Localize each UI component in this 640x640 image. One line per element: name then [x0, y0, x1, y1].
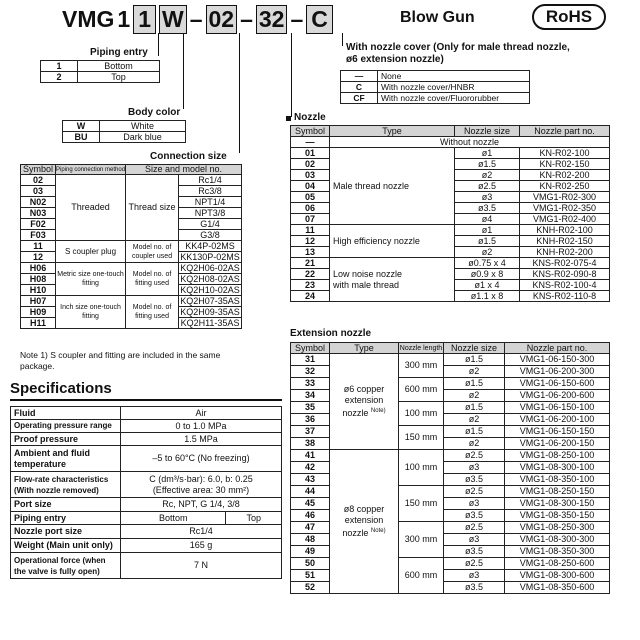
table-row: 47 300 mm ø2.5 VMG1-08-250-300	[291, 522, 610, 534]
model-series: 1	[117, 5, 131, 32]
table-row: Port size Rc, NPT, G 1/4, 3/8	[11, 498, 282, 512]
table-row: 49 ø3.5 VMG1-08-350-300	[291, 546, 610, 558]
product-name: Blow Gun	[400, 9, 475, 26]
table-row: 07 ø4 VMG1-R02-400	[291, 214, 610, 225]
table-row: H06 Metric size one-touch fitting Model no. of fitting used KQ2H06-02AS	[21, 263, 242, 274]
code-connection: 02	[206, 5, 238, 34]
table-row: 41 ø8 copper extension nozzle $^{Note)}$ 100 mm ø2.5 VMG1-08-250-100	[291, 450, 610, 462]
table-row: 01 Male thread nozzle ø1 KN-R02-100	[291, 148, 610, 159]
table-row: 24 ø1.1 x 8 KNS-R02-110-8	[291, 291, 610, 302]
nozzle-cover-table	[340, 70, 530, 104]
table-row: 46 ø3.5 VMG1-08-350-150	[291, 510, 610, 522]
table-row: 44 150 mm ø2.5 VMG1-08-250-150	[291, 486, 610, 498]
connection-size-heading: Connection size	[150, 151, 227, 162]
table-row: 04 ø2.5 KN-R02-250	[291, 181, 610, 192]
table-row: Fluid Air	[11, 407, 282, 420]
table-header: Symbol Type Nozzle length Nozzle size Nozzle part no.	[291, 343, 610, 354]
table-row: 21 Low noise nozzle with male thread ø0.75 x 4 KNS-R02-075-4	[291, 258, 610, 269]
table-row: 23 ø1 x 4 KNS-R02-100-4	[291, 280, 610, 291]
dash-2: –	[240, 5, 253, 32]
table-row: BU Dark blue	[63, 132, 186, 143]
table-row: W White	[63, 121, 186, 132]
connection-note: Note 1) S coupler and fitting are included in the same package.	[20, 350, 221, 371]
table-row: Piping entry Bottom Top	[11, 512, 282, 525]
table-row: 51 ø3 VMG1-08-300-600	[291, 570, 610, 582]
table-row: 2 Top	[41, 72, 160, 83]
table-row: 38 ø2 VMG1-06-200-150	[291, 438, 610, 450]
table-row: 05 ø3 VMG1-R02-300	[291, 192, 610, 203]
table-row: C With nozzle cover/HNBR	[341, 82, 530, 93]
table-row: 33 600 mm ø1.5 VMG1-06-150-600	[291, 378, 610, 390]
table-header: Symbol Type Nozzle size Nozzle part no.	[291, 126, 610, 137]
extension-nozzle-table	[290, 342, 610, 594]
table-row: 35 100 mm ø1.5 VMG1-06-150-100	[291, 402, 610, 414]
table-row: H07 Inch size one-touch fitting Model no. of fitting used KQ2H07-35AS	[21, 296, 242, 307]
dash-1: –	[189, 5, 203, 32]
table-row: 02 Threaded Thread size Rc1/4	[21, 175, 242, 186]
table-row: 11 High efficiency nozzle ø1 KNH-R02-100	[291, 225, 610, 236]
table-row: H09 KQ2H09-35AS	[21, 307, 242, 318]
table-row: F02 G1/4	[21, 219, 242, 230]
table-row: Proof pressure 1.5 MPa	[11, 433, 282, 446]
code-piping-entry: 1	[133, 5, 156, 34]
body-color-heading: Body color	[128, 107, 181, 118]
table-header: Symbol Piping connection method Size and model no.	[21, 165, 242, 175]
dash-3: –	[290, 5, 304, 32]
table-row: 48 ø3 VMG1-08-300-300	[291, 534, 610, 546]
specifications-table	[10, 406, 282, 579]
table-row: H08 KQ2H08-02AS	[21, 274, 242, 285]
table-row: N03 NPT3/8	[21, 208, 242, 219]
code-nozzle: 32	[256, 5, 288, 34]
specifications-heading: Specifications	[10, 380, 112, 397]
table-row: 50 600 mm ø2.5 VMG1-08-250-600	[291, 558, 610, 570]
table-row: 37 150 mm ø1.5 VMG1-06-150-150	[291, 426, 610, 438]
table-row: 36 ø2 VMG1-06-200-100	[291, 414, 610, 426]
table-row: 13 ø2 KNH-R02-200	[291, 247, 610, 258]
table-row: Operational force (when the valve is fully open) 7 N	[11, 553, 282, 579]
table-row: F03 G3/8	[21, 230, 242, 241]
table-row: Nozzle port size Rc1/4	[11, 525, 282, 539]
table-row: H10 KQ2H10-02AS	[21, 285, 242, 296]
model-code	[62, 4, 333, 34]
table-row: 11 S coupler plug Model no. of coupler used KK4P-02MS	[21, 241, 242, 252]
rohs-badge: RoHS	[532, 4, 606, 30]
table-row: N02 NPT1/4	[21, 197, 242, 208]
connection-size-table	[20, 164, 242, 329]
table-row: 1 Bottom	[41, 61, 160, 72]
table-row: 06 ø3.5 VMG1-R02-350	[291, 203, 610, 214]
model-prefix: VMG	[62, 5, 115, 32]
bullet-marker	[286, 116, 291, 121]
table-row: 32 ø2 VMG1-06-200-300	[291, 366, 610, 378]
table-row: Operating pressure range 0 to 1.0 MPa	[11, 420, 282, 433]
table-row: 31 ø6 copper extension nozzle $^{Note)}$ 300 mm ø1.5 VMG1-06-150-300	[291, 354, 610, 366]
piping-entry-table	[40, 60, 160, 83]
table-row: — None	[341, 71, 530, 82]
table-row: 45 ø3 VMG1-08-300-150	[291, 498, 610, 510]
table-row: Ambient and fluid temperature –5 to 60°C (No freezing)	[11, 446, 282, 472]
table-row: 03 ø2 KN-R02-200	[291, 170, 610, 181]
table-row: 02 ø1.5 KN-R02-150	[291, 159, 610, 170]
extension-nozzle-heading: Extension nozzle	[290, 328, 372, 339]
table-row: 12 ø1.5 KNH-R02-150	[291, 236, 610, 247]
code-body-color: W	[159, 5, 187, 34]
table-row: H11 KQ2H11-35AS	[21, 318, 242, 329]
table-row: 34 ø2 VMG1-06-200-600	[291, 390, 610, 402]
table-row: 12 KK130P-02MS	[21, 252, 242, 263]
table-row: CF With nozzle cover/Fluororubber	[341, 93, 530, 104]
table-row: — Without nozzle	[291, 137, 610, 148]
table-row: 22 ø0.9 x 8 KNS-R02-090-8	[291, 269, 610, 280]
table-row: Flow-rate characteristics (With nozzle removed) C (dm³/s·bar): 6.0, b: 0.25 (Effective area: 30 mm²)	[11, 472, 282, 498]
table-row: 42 ø3 VMG1-08-300-100	[291, 462, 610, 474]
code-cover: C	[306, 5, 333, 34]
table-row: Weight (Main unit only) 165 g	[11, 539, 282, 553]
table-row: 03 Rc3/8	[21, 186, 242, 197]
table-row: 52 ø3.5 VMG1-08-350-600	[291, 582, 610, 594]
body-color-table	[62, 120, 186, 143]
nozzle-cover-heading: With nozzle cover (Only for male thread nozzle, ø6 extension nozzle)	[346, 42, 570, 65]
piping-entry-heading: Piping entry	[90, 47, 148, 58]
table-row: 43 ø3.5 VMG1-08-350-100	[291, 474, 610, 486]
nozzle-table	[290, 125, 610, 302]
nozzle-heading: Nozzle	[294, 112, 326, 123]
